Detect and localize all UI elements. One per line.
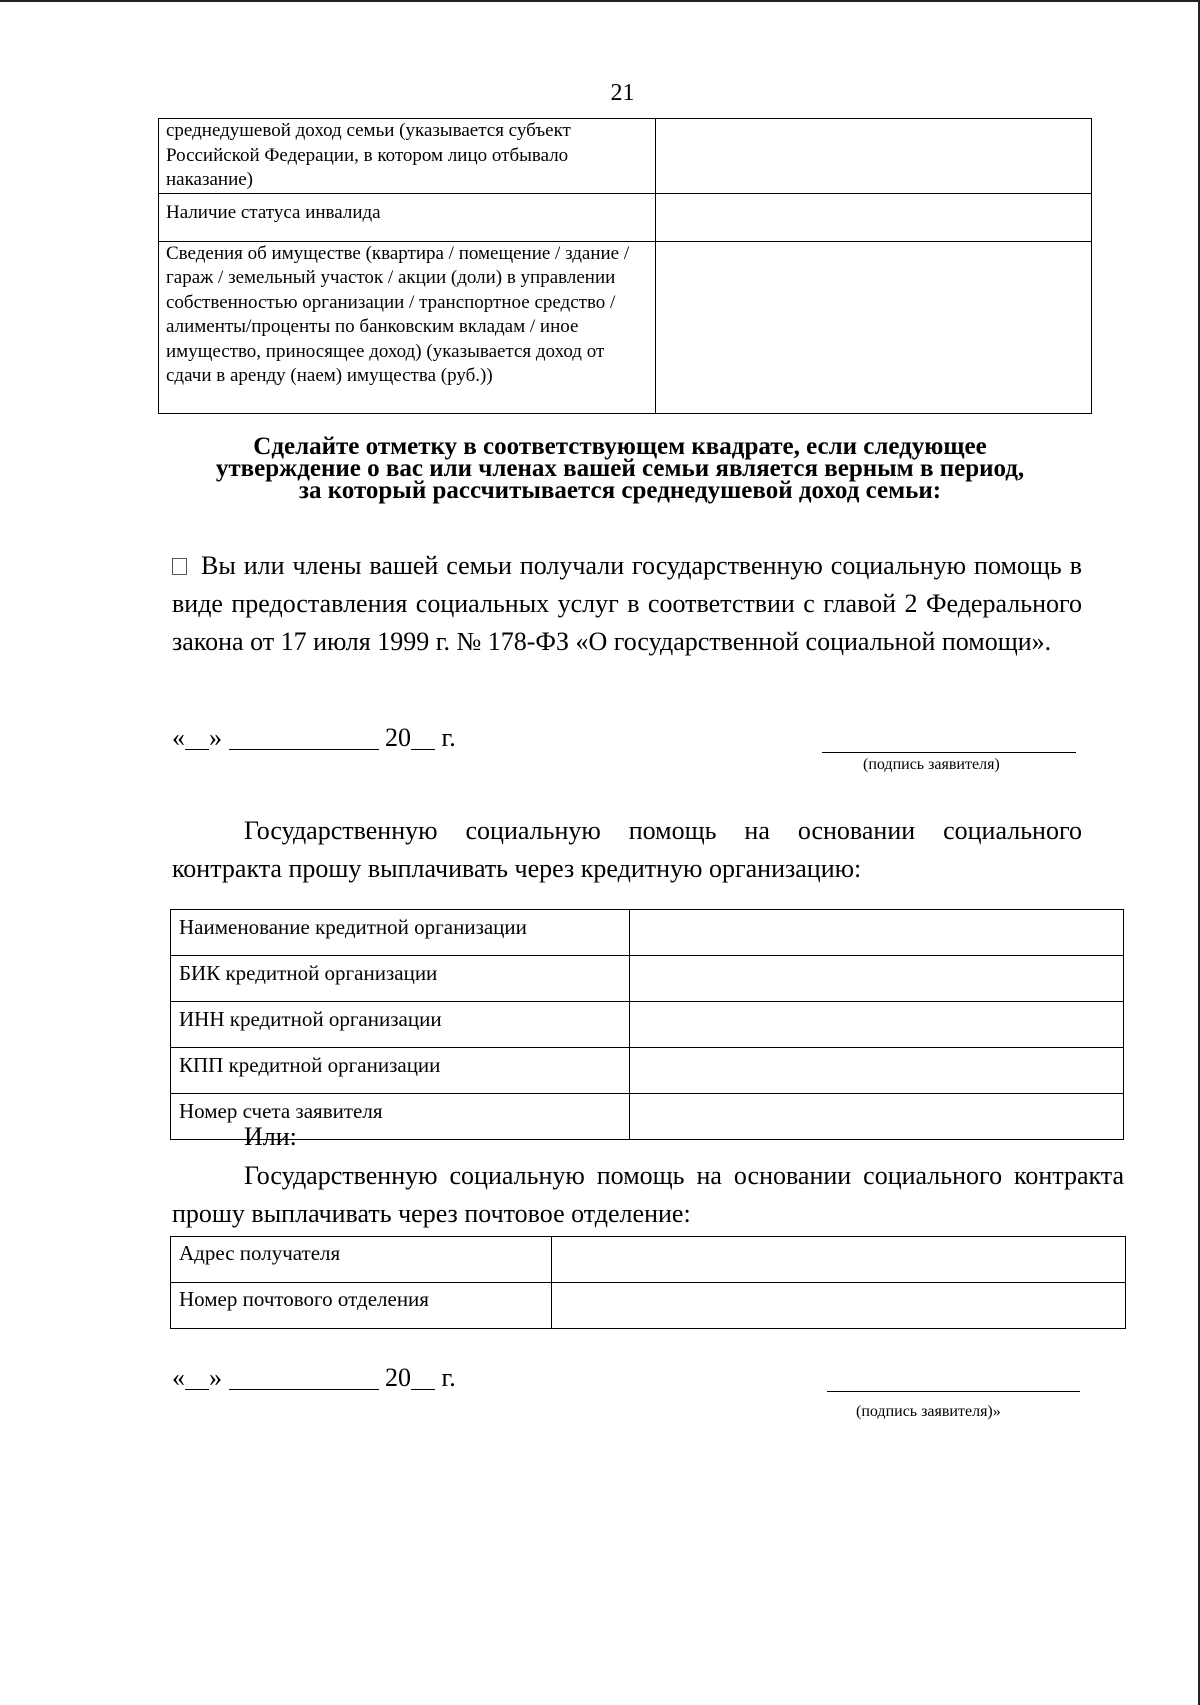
kpp-field[interactable] (630, 1048, 1124, 1094)
row-label: Номер счета заявителя (171, 1094, 630, 1140)
day-blank[interactable] (185, 1363, 209, 1390)
signature-caption-2: (подпись заявителя)» (856, 1403, 1001, 1420)
year-suffix: г. (441, 1363, 456, 1392)
statement-checkbox[interactable] (172, 558, 187, 575)
recipient-address-field[interactable] (552, 1237, 1126, 1283)
table-row (159, 193, 1092, 241)
year-prefix: 20 (385, 1363, 411, 1392)
row-label: ИНН кредитной организации (171, 1002, 630, 1048)
statement-text: Вы или члены вашей семьи получали государственную социальную помощь в виде предоставления социальных услуг в соответствии с главой 2 Федерального закона от 17 июля 1999 г. № 178-ФЗ «О государственной социальной помощи». (172, 551, 1082, 656)
row-label: среднедушевой доход семьи (указывается субъект Российской Федерации, в котором лицо отбывало наказание) (159, 119, 656, 194)
month-blank[interactable] (229, 1363, 379, 1390)
row-value-field[interactable] (656, 241, 1092, 413)
bank-name-field[interactable] (630, 910, 1124, 956)
bank-payment-statement (172, 812, 1082, 888)
row-label: Сведения об имуществе (квартира / помещение / здание / гараж / земельный участок / акции (доли) в управлении собственностью организации / транспортное средство / алименты/проценты по банковским вкладам / иное имущество, приносящее доход) (указывается доход от сдачи в аренду (наем) имущества (руб.)) (159, 241, 656, 413)
signature-caption-1: (подпись заявителя) (863, 756, 1000, 773)
page-top-edge (0, 0, 1200, 2)
year-blank[interactable] (411, 1363, 435, 1390)
table-row (171, 956, 1124, 1002)
page-number: 21 (610, 80, 635, 106)
instruction-heading-line: за который рассчитывается среднедушевой доход семьи: (298, 477, 942, 504)
close-quote: » (209, 723, 222, 752)
or-label: Или: (244, 1122, 297, 1151)
signature-line-1[interactable] (822, 752, 1076, 753)
close-quote: » (209, 1363, 222, 1392)
table-row (171, 1237, 1126, 1283)
year-prefix: 20 (385, 723, 411, 752)
table-row (171, 1283, 1126, 1329)
signature-line-2[interactable] (827, 1391, 1080, 1392)
table-row (159, 119, 1092, 194)
post-payment-statement (172, 1157, 1124, 1233)
post-statement-text: Государственную социальную помощь на основании социального контракта прошу выплачивать через почтовое отделение: (172, 1161, 1124, 1228)
post-office-number-field[interactable] (552, 1283, 1126, 1329)
row-label: КПП кредитной организации (171, 1048, 630, 1094)
row-value-field[interactable] (656, 119, 1092, 194)
row-label: БИК кредитной организации (171, 956, 630, 1002)
table-row (171, 910, 1124, 956)
row-label: Наименование кредитной организации (171, 910, 630, 956)
instruction-heading-line: Сделайте отметку в соответствующем квадрате, если следующее (253, 433, 987, 460)
row-label: Наличие статуса инвалида (159, 193, 656, 241)
instruction-heading (140, 433, 1100, 504)
year-suffix: г. (441, 723, 456, 752)
instruction-heading-line: утверждение о вас или членах вашей семьи является верным в период, (215, 455, 1025, 482)
date-field-2 (172, 1363, 456, 1393)
open-quote: « (172, 723, 185, 752)
table-row (159, 241, 1092, 413)
date-field-1 (172, 723, 456, 753)
inn-field[interactable] (630, 1002, 1124, 1048)
day-blank[interactable] (185, 723, 209, 750)
post-details-table (170, 1236, 1126, 1329)
row-value-field[interactable] (656, 193, 1092, 241)
account-number-field[interactable] (630, 1094, 1124, 1140)
open-quote: « (172, 1363, 185, 1392)
table-row (171, 1002, 1124, 1048)
bank-statement-text: Государственную социальную помощь на основании социального контракта прошу выплачивать через кредитную организацию: (172, 816, 1082, 883)
income-info-table (158, 118, 1092, 414)
social-services-statement (172, 547, 1082, 661)
bank-details-table (170, 909, 1124, 1140)
row-label: Номер почтового отделения (171, 1283, 552, 1329)
year-blank[interactable] (411, 723, 435, 750)
table-row (171, 1094, 1124, 1140)
row-label: Адрес получателя (171, 1237, 552, 1283)
month-blank[interactable] (229, 723, 379, 750)
bik-field[interactable] (630, 956, 1124, 1002)
table-row (171, 1048, 1124, 1094)
